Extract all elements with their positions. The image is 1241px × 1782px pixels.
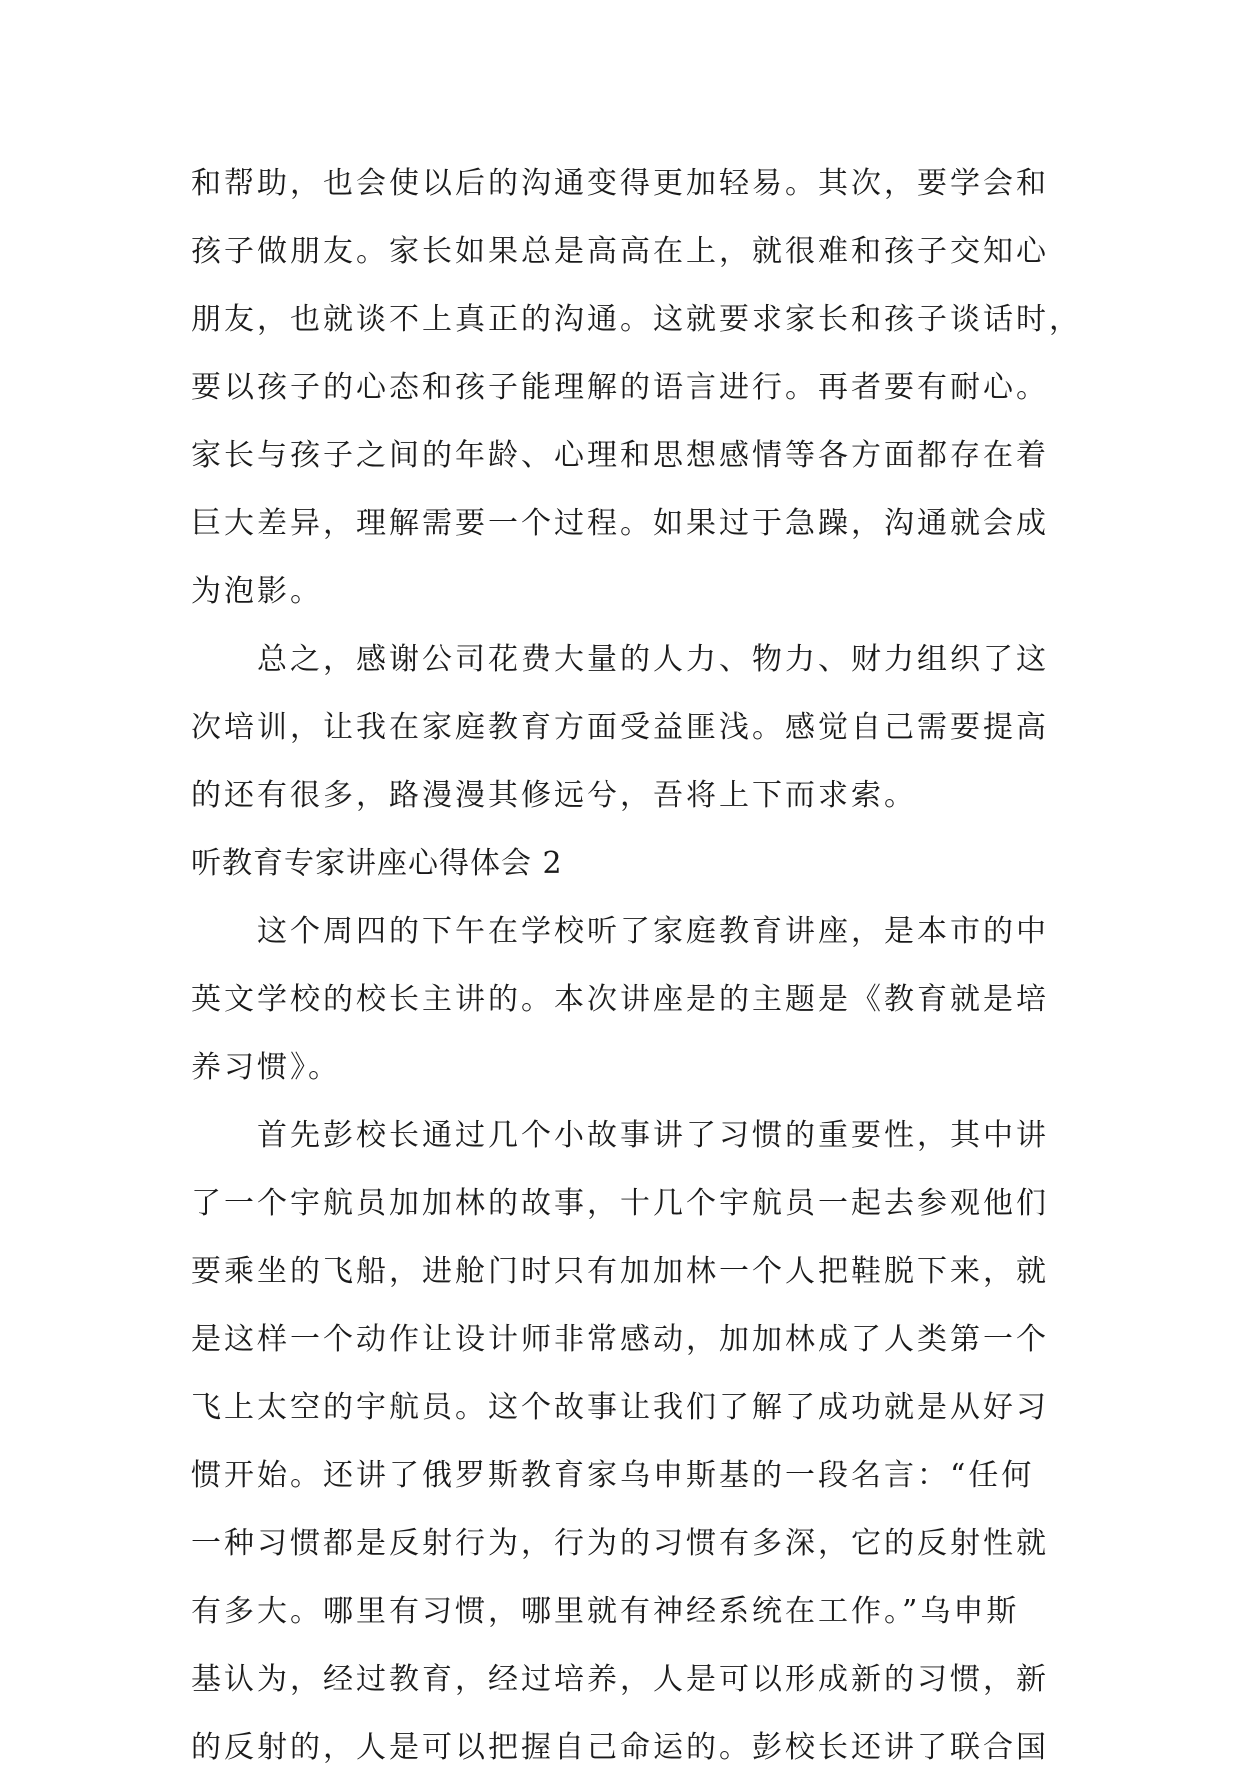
- body-line: 和帮助，也会使以后的沟通变得更加轻易。其次，要学会和: [191, 166, 1049, 201]
- body-line: 英文学校的校长主讲的。本次讲座是的主题是《教育就是培: [191, 982, 1049, 1017]
- body-line: 飞上太空的宇航员。这个故事让我们了解了成功就是从好习: [191, 1390, 1049, 1425]
- body-line: 的还有很多，路漫漫其修远兮，吾将上下而求索。: [191, 778, 917, 813]
- body-line: 家长与孩子之间的年龄、心理和思想感情等各方面都存在着: [191, 438, 1049, 473]
- body-line: 要以孩子的心态和孩子能理解的语言进行。再者要有耐心。: [191, 370, 1049, 405]
- document-page: [191, 150, 1082, 1782]
- paragraph-first-line: 这个周四的下午在学校听了家庭教育讲座，是本市的中: [257, 914, 1049, 949]
- body-line: 有多大。哪里有习惯，哪里就有神经系统在工作。”乌申斯: [191, 1594, 1020, 1629]
- body-line: 朋友，也就谈不上真正的沟通。这就要求家长和孩子谈话时，: [191, 302, 1082, 337]
- body-line: 惯开始。还讲了俄罗斯教育家乌申斯基的一段名言：“任何: [191, 1458, 1035, 1493]
- body-line: 是这样一个动作让设计师非常感动，加加林成了人类第一个: [191, 1322, 1049, 1357]
- body-line: 要乘坐的飞船，进舱门时只有加加林一个人把鞋脱下来，就: [191, 1254, 1049, 1289]
- body-line: 一种习惯都是反射行为，行为的习惯有多深，它的反射性就: [191, 1526, 1049, 1561]
- body-line: 孩子做朋友。家长如果总是高高在上，就很难和孩子交知心: [191, 234, 1049, 269]
- body-line: 的反射的，人是可以把握自己命运的。彭校长还讲了联合国: [191, 1730, 1049, 1765]
- body-line: 次培训，让我在家庭教育方面受益匪浅。感觉自己需要提高: [191, 710, 1049, 745]
- paragraph-first-line: 首先彭校长通过几个小故事讲了习惯的重要性，其中讲: [257, 1118, 1049, 1153]
- body-line: 养习惯》。: [191, 1050, 341, 1085]
- section-heading: 听教育专家讲座心得体会 2: [191, 846, 563, 881]
- body-line: 巨大差异，理解需要一个过程。如果过于急躁，沟通就会成: [191, 506, 1049, 541]
- body-line: 为泡影。: [191, 574, 323, 609]
- body-line: 了一个宇航员加加林的故事，十几个宇航员一起去参观他们: [191, 1186, 1049, 1221]
- body-line: 基认为，经过教育，经过培养，人是可以形成新的习惯，新: [191, 1662, 1049, 1697]
- paragraph-first-line: 总之，感谢公司花费大量的人力、物力、财力组织了这: [257, 642, 1049, 677]
